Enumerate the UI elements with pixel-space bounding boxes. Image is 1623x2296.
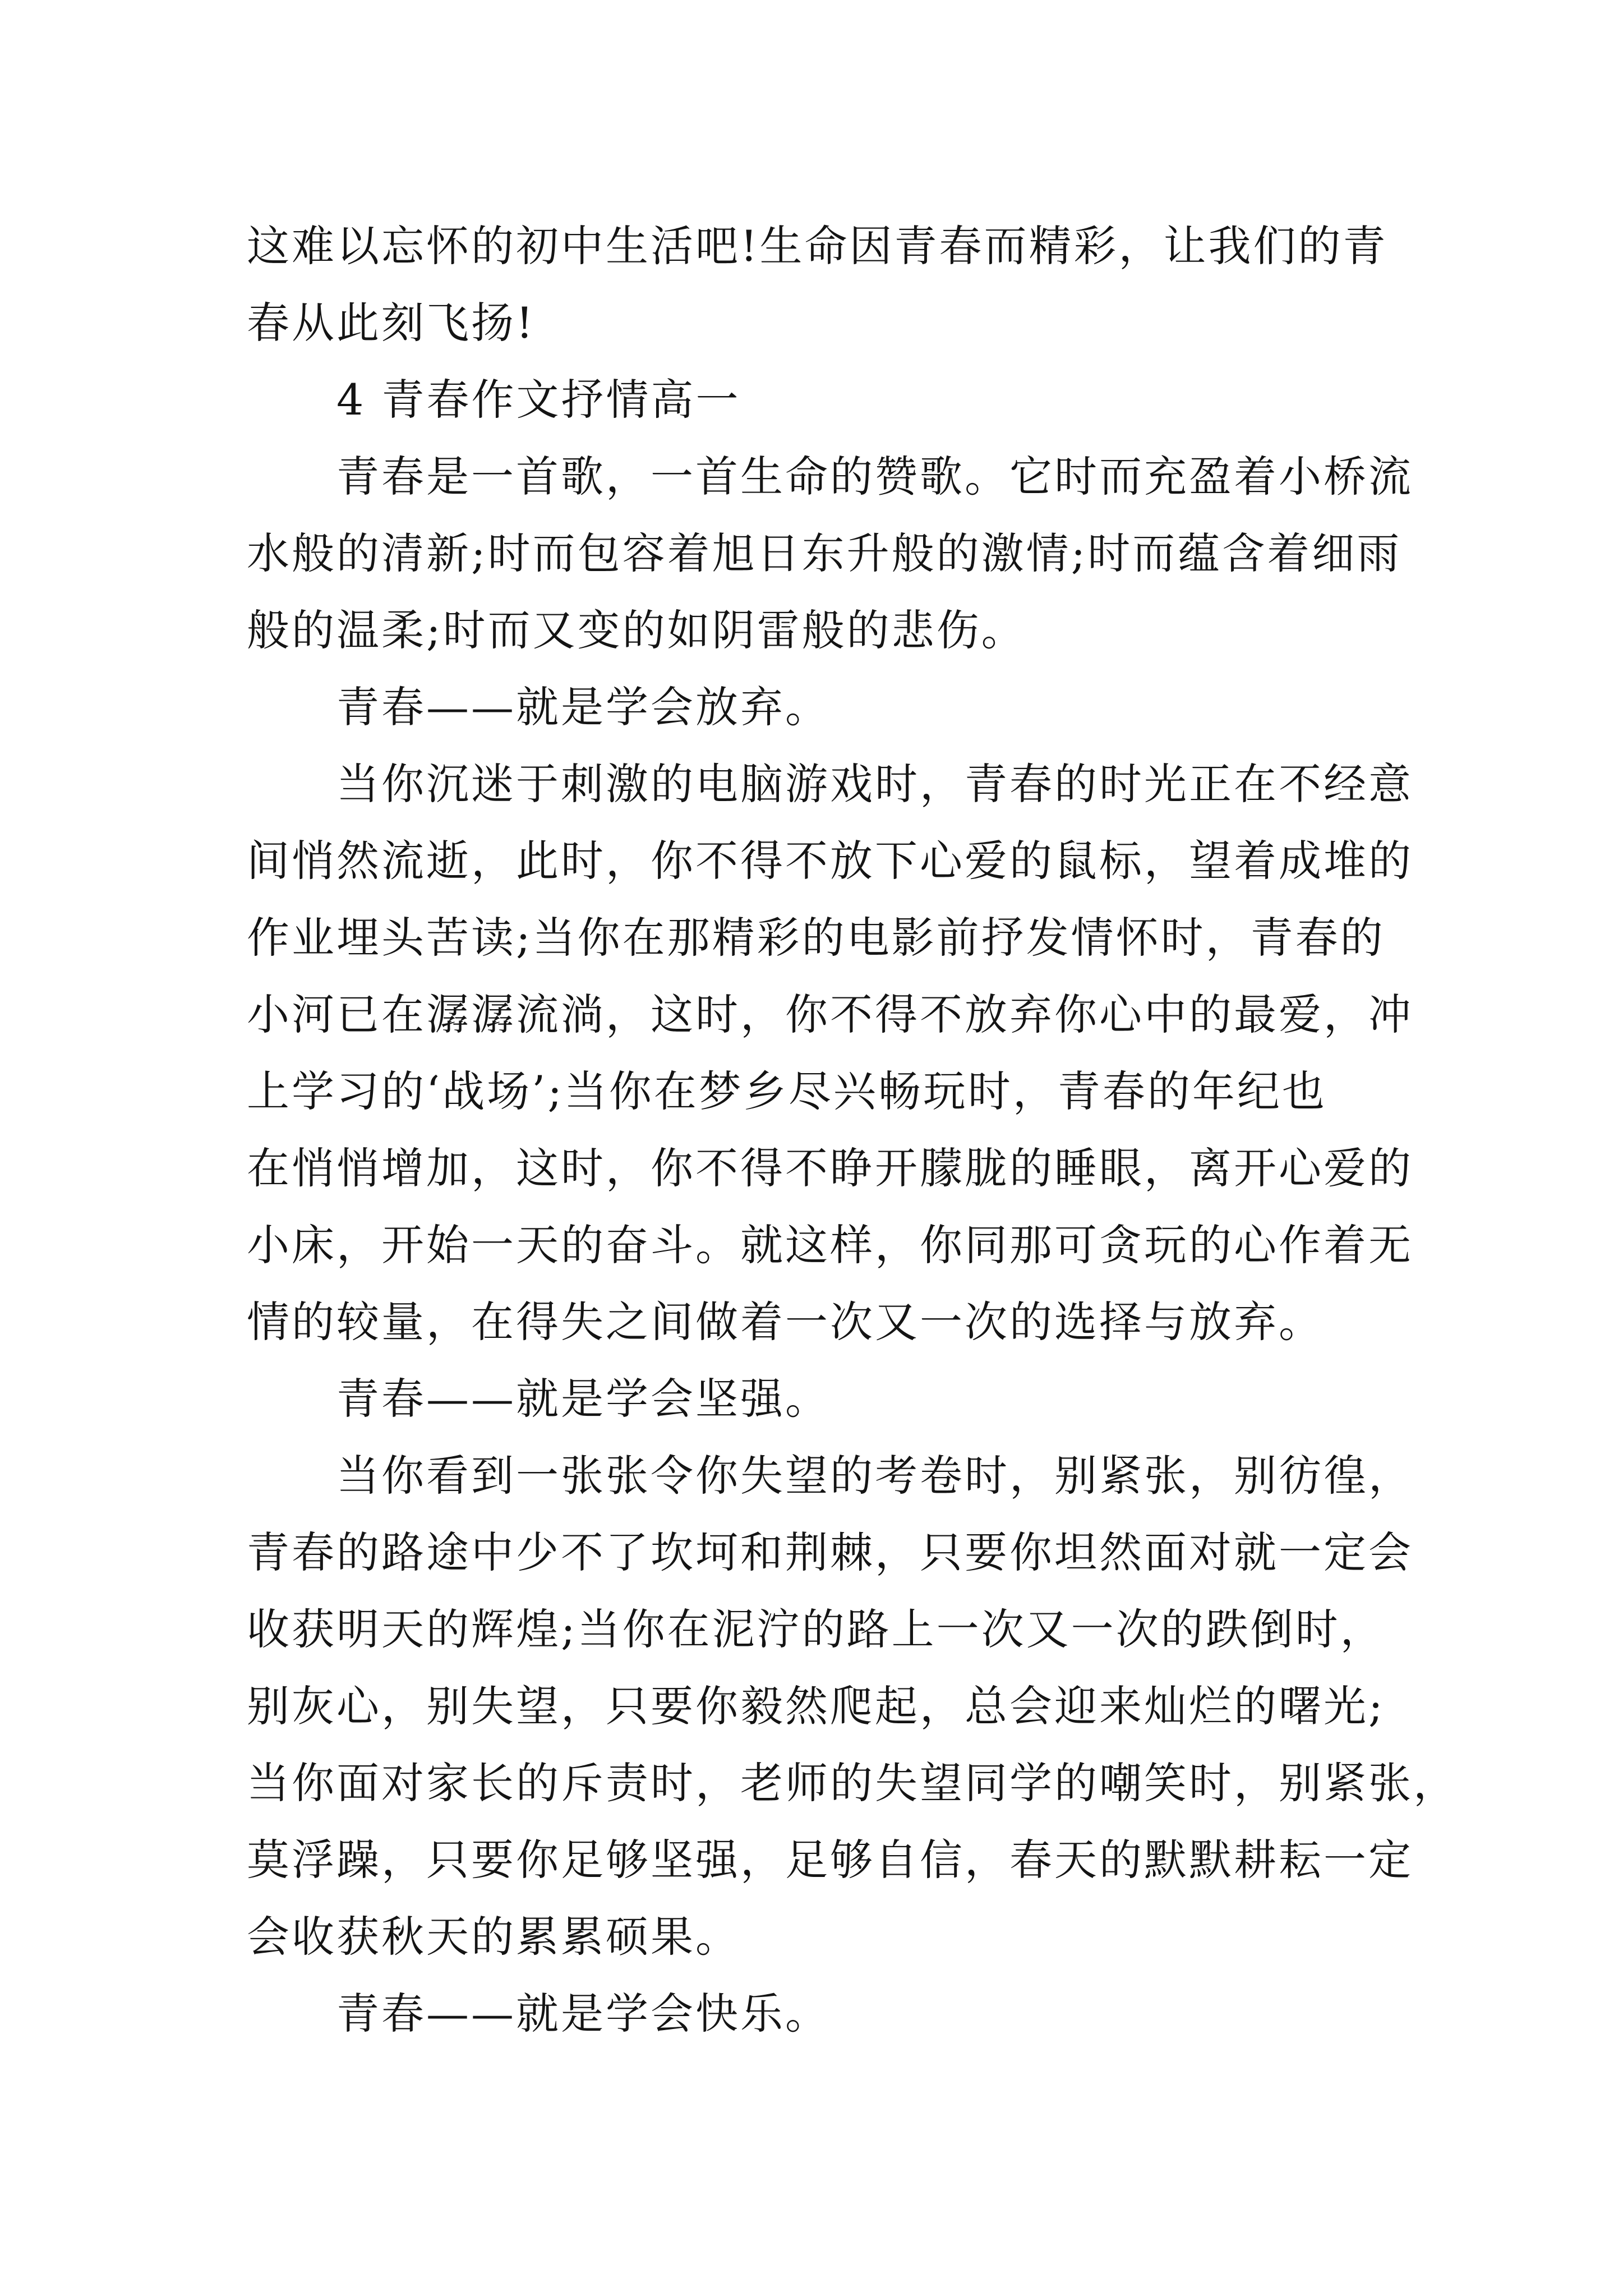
text-line: 间悄然流逝，此时，你不得不放下心爱的鼠标，望着成堆的 xyxy=(247,836,1413,886)
text-line: 小河已在潺潺流淌，这时，你不得不放弃你心中的最爱，冲 xyxy=(247,990,1413,1039)
section-heading: 4 青春作文抒情高一 xyxy=(336,375,741,425)
text-line: 会收获秋天的累累硕果。 xyxy=(247,1912,740,1962)
document-body xyxy=(247,208,1458,2052)
text-line: 作业埋头苦读;当你在那精彩的电影前抒发情怀时，青春的 xyxy=(247,913,1385,963)
subheading-line: 青春——就是学会坚强。 xyxy=(336,1374,830,1424)
text-line: 当你看到一张张令你失望的考卷时，别紧张，别彷徨， xyxy=(336,1451,1413,1501)
text-line: 小床，开始一天的奋斗。就这样，你同那可贪玩的心作着无 xyxy=(247,1220,1413,1270)
text-line: 青春是一首歌，一首生命的赞歌。它时而充盈着小桥流 xyxy=(336,452,1413,501)
text-line: 般的温柔;时而又变的如阴雷般的悲伤。 xyxy=(247,605,1026,655)
text-line: 青春的路途中少不了坎坷和荆棘，只要你坦然面对就一定会 xyxy=(247,1527,1413,1577)
text-line: 上学习的‘战场’;当你在梦乡尽兴畅玩时，青春的年纪也 xyxy=(247,1066,1327,1116)
text-line: 莫浮躁，只要你足够坚强，足够自信，春天的默默耕耘一定 xyxy=(247,1835,1413,1885)
text-line: 别灰心，别失望，只要你毅然爬起，总会迎来灿烂的曙光; xyxy=(247,1681,1385,1731)
text-line: 在悄悄增加，这时，你不得不睁开朦胧的睡眼，离开心爱的 xyxy=(247,1143,1413,1193)
text-line: 情的较量，在得失之间做着一次又一次的选择与放弃。 xyxy=(247,1297,1324,1347)
subheading-line: 青春——就是学会快乐。 xyxy=(336,1989,830,2039)
text-line: 水般的清新;时而包容着旭日东升般的激情;时而蕴含着细雨 xyxy=(247,528,1402,578)
text-line: 收获明天的辉煌;当你在泥泞的路上一次又一次的跌倒时， xyxy=(247,1604,1385,1654)
text-line: 当你面对家长的斥责时，老师的失望同学的嘲笑时，别紧张， xyxy=(247,1758,1458,1808)
text-line: 当你沉迷于刺激的电脑游戏时，青春的时光正在不经意 xyxy=(336,759,1413,809)
subheading-line: 青春——就是学会放弃。 xyxy=(336,682,830,732)
text-line: 春从此刻飞扬! xyxy=(247,298,536,348)
text-line: 这难以忘怀的初中生活吧!生命因青春而精彩，让我们的青 xyxy=(247,221,1388,271)
